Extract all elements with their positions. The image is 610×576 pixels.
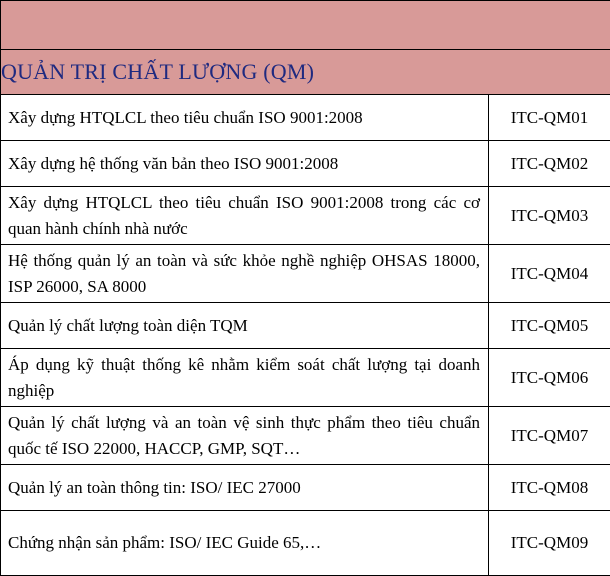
course-name: Xây dựng hệ thống văn bản theo ISO 9001:2008	[1, 141, 489, 187]
table-row	[1, 407, 610, 465]
table-row	[1, 349, 610, 407]
header-band-cell	[1, 1, 610, 50]
course-name: Quản lý an toàn thông tin: ISO/ IEC 27000	[1, 465, 489, 511]
course-code: ITC-QM08	[489, 465, 610, 511]
table-row	[1, 245, 610, 303]
top-header-band	[1, 1, 610, 50]
course-code: ITC-QM02	[489, 141, 610, 187]
course-name: Hệ thống quản lý an toàn và sức khỏe nghề nghiệp OHSAS 18000, ISP 26000, SA 8000	[1, 245, 489, 303]
table-row	[1, 303, 610, 349]
course-code: ITC-QM06	[489, 349, 610, 407]
course-code: ITC-QM01	[489, 95, 610, 141]
course-code: ITC-QM07	[489, 407, 610, 465]
table-row	[1, 95, 610, 141]
course-code: ITC-QM05	[489, 303, 610, 349]
course-name: Áp dụng kỹ thuật thống kê nhằm kiểm soát chất lượng tại doanh nghiệp	[1, 349, 489, 407]
table-row	[1, 511, 610, 576]
course-name: Xây dựng HTQLCL theo tiêu chuẩn ISO 9001:2008 trong các cơ quan hành chính nhà nước	[1, 187, 489, 245]
course-code: ITC-QM04	[489, 245, 610, 303]
table-row	[1, 187, 610, 245]
section-header-row	[1, 50, 610, 95]
course-name: Quản lý chất lượng và an toàn vệ sinh thực phẩm theo tiêu chuẩn quốc tế ISO 22000, HACCP, GMP, SQT…	[1, 407, 489, 465]
course-name: Xây dựng HTQLCL theo tiêu chuẩn ISO 9001:2008	[1, 95, 489, 141]
section-title: QUẢN TRỊ CHẤT LƯỢNG (QM)	[1, 50, 610, 95]
course-code: ITC-QM09	[489, 511, 610, 576]
course-code: ITC-QM03	[489, 187, 610, 245]
course-name: Quản lý chất lượng toàn diện TQM	[1, 303, 489, 349]
table-row	[1, 141, 610, 187]
course-name: Chứng nhận sản phẩm: ISO/ IEC Guide 65,…	[1, 511, 489, 576]
table-row	[1, 465, 610, 511]
